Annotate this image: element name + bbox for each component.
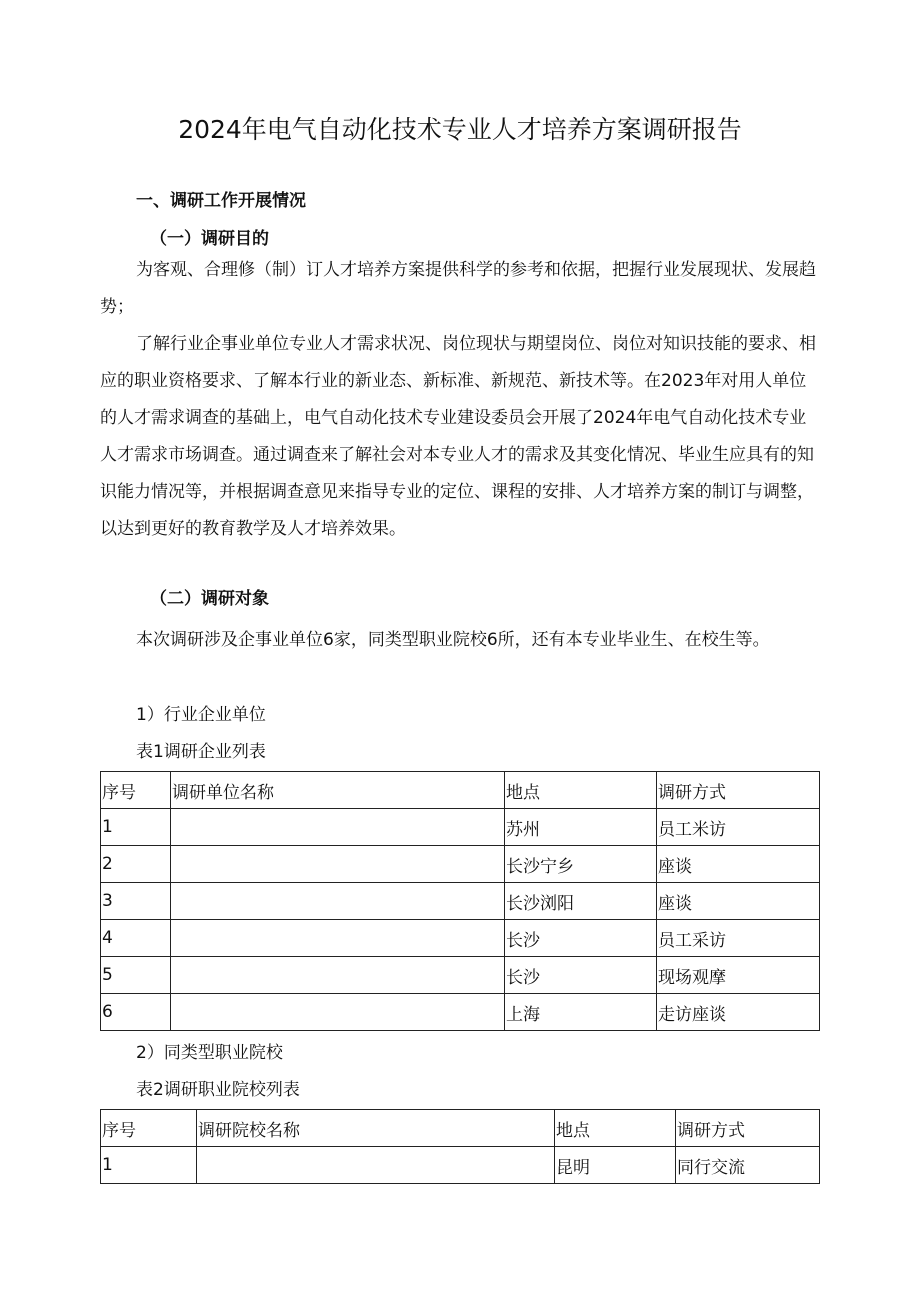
table-cell <box>171 883 505 920</box>
table-cell: 2 <box>101 846 171 883</box>
table-cell <box>171 957 505 994</box>
table-cell <box>171 846 505 883</box>
table-cell <box>197 1147 555 1184</box>
table-cell: 现场观摩 <box>657 957 820 994</box>
table-cell: 长沙 <box>505 957 657 994</box>
table-cell <box>171 994 505 1031</box>
header-cell: 地点 <box>505 772 657 809</box>
table1-caption: 表1调研企业列表 <box>136 742 266 762</box>
subsection-heading-purpose: （一）调研目的 <box>150 229 269 249</box>
list-item-schools: 2）同类型职业院校 <box>136 1043 283 1063</box>
table-cell <box>171 920 505 957</box>
table-cell: 走访座谈 <box>657 994 820 1031</box>
header-cell: 调研方式 <box>657 772 820 809</box>
table-row <box>101 920 820 957</box>
table-cell: 上海 <box>505 994 657 1031</box>
table-cell: 3 <box>101 883 171 920</box>
table-header-row <box>101 772 820 809</box>
list-item-enterprises: 1）行业企业单位 <box>136 705 266 725</box>
table-row <box>101 957 820 994</box>
school-table <box>100 1109 820 1184</box>
table-header-row <box>101 1110 820 1147</box>
header-cell: 序号 <box>101 772 171 809</box>
table-cell: 座谈 <box>657 846 820 883</box>
table-cell: 长沙 <box>505 920 657 957</box>
table-row <box>101 809 820 846</box>
table-cell: 同行交流 <box>676 1147 820 1184</box>
table-row <box>101 994 820 1031</box>
section-heading: 一、调研工作开展情况 <box>136 191 306 211</box>
header-cell: 调研院校名称 <box>197 1110 555 1147</box>
header-cell: 序号 <box>101 1110 197 1147</box>
table-cell: 长沙宁乡 <box>505 846 657 883</box>
table-cell: 6 <box>101 994 171 1031</box>
header-cell: 调研方式 <box>676 1110 820 1147</box>
table-cell: 1 <box>101 809 171 846</box>
paragraph-targets: 本次调研涉及企事业单位6家，同类型职业院校6所，还有本专业毕业生、在校生等。 <box>136 630 770 650</box>
subsection-heading-targets: （二）调研对象 <box>150 589 269 609</box>
table2-caption: 表2调研职业院校列表 <box>136 1080 300 1100</box>
table-cell: 员工采访 <box>657 920 820 957</box>
header-cell: 地点 <box>555 1110 676 1147</box>
table-cell: 1 <box>101 1147 197 1184</box>
paragraph-purpose-2: 了解行业企事业单位专业人才需求状况、岗位现状与期望岗位、岗位对知识技能的要求、相应的职业资格要求、了解本行业的新业态、新标准、新规范、新技术等。在2023年对用人单位的人才需求调查的基础上，电气自动化技术专业建设委员会开展了2024年电气自动化技术专业人才需求市场调查。通过调查来了解社会对本专业人才的需求及其变化情况、毕业生应具有的知识能力情况等，并根据调查意见来指导专业的定位、课程的安排、人才培养方案的制订与调整，以达到更好的教育教学及人才培养效果。 <box>100 334 816 539</box>
table-cell: 4 <box>101 920 171 957</box>
table-cell: 苏州 <box>505 809 657 846</box>
header-cell: 调研单位名称 <box>171 772 505 809</box>
document-title: 2024年电气自动化技术专业人才培养方案调研报告 <box>178 115 742 144</box>
table-row <box>101 883 820 920</box>
enterprise-table <box>100 771 820 1031</box>
table-cell: 员工米访 <box>657 809 820 846</box>
table-cell: 座谈 <box>657 883 820 920</box>
table-row <box>101 846 820 883</box>
paragraph-purpose-1: 为客观、合理修（制）订人才培养方案提供科学的参考和依据，把握行业发展现状、发展趋势； <box>100 260 816 317</box>
table-row <box>101 1147 820 1184</box>
table-cell: 昆明 <box>555 1147 676 1184</box>
table-cell: 长沙浏阳 <box>505 883 657 920</box>
table-cell <box>171 809 505 846</box>
table-cell: 5 <box>101 957 171 994</box>
